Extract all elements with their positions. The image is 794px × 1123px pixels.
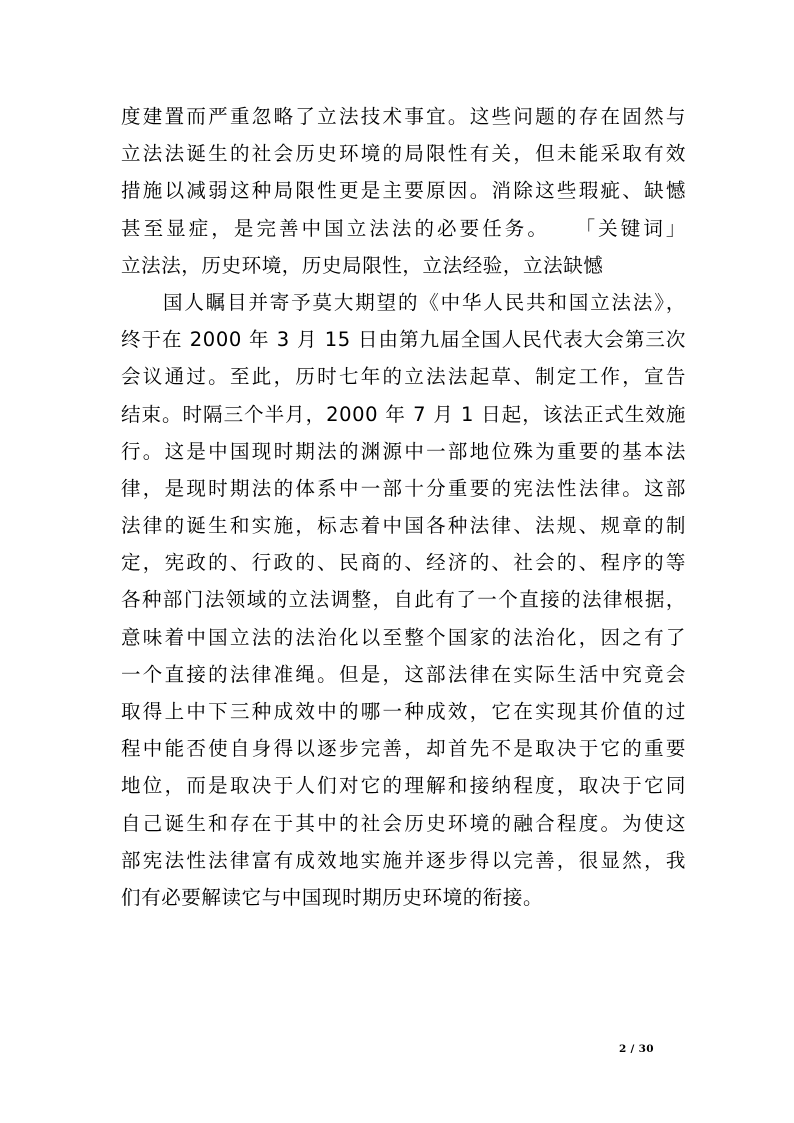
text-line: 一个直接的法律准绳。但是，这部法律在实际生活中究竟会 bbox=[121, 662, 686, 686]
text-line: 程中能否使自身得以逐步完善，却首先不是取决于它的重要 bbox=[121, 737, 686, 761]
text-line: 律，是现时期法的体系中一部十分重要的宪法性法律。这部 bbox=[121, 476, 686, 500]
text-line: 取得上中下三种成效中的哪一种成效，它在实现其价值的过 bbox=[121, 700, 686, 723]
text-line: 各种部门法领域的立法调整，自此有了一个直接的法律根据， bbox=[121, 588, 686, 612]
text-line: 意味着中国立法的法治化以至整个国家的法治化，因之有了 bbox=[121, 625, 686, 649]
text-line: 度建置而严重忽略了立法技术事宜。这些问题的存在固然与 bbox=[121, 105, 686, 128]
body-text bbox=[121, 98, 686, 916]
text-line: 定，宪政的、行政的、民商的、经济的、社会的、程序的等 bbox=[121, 551, 686, 575]
text-line: 措施以减弱这种局限性更是主要原因。消除这些瑕疵、缺憾 bbox=[121, 179, 686, 203]
page-number: 2 / 30 bbox=[619, 1043, 654, 1055]
paragraph-first-line: 国人瞩目并寄予莫大期望的《中华人民共和国立法法》， bbox=[163, 290, 686, 314]
text-line: 法律的诞生和实施，标志着中国各种法律、法规、规章的制 bbox=[121, 514, 686, 538]
text-line: 部宪法性法律富有成效地实施并逐步得以完善，很显然，我 bbox=[121, 848, 686, 872]
text-line: 甚至显症，是完善中国立法法的必要任务。 「关键词」 bbox=[121, 216, 686, 240]
text-line: 结束。时隔三个半月，2000 年 7 月 1 日起，该法正式生效施 bbox=[121, 402, 686, 426]
text-line: 终于在 2000 年 3 月 15 日由第九届全国人民代表大会第三次 bbox=[121, 328, 686, 352]
keywords-line: 立法法，历史环境，历史局限性，立法经验，立法缺憾 bbox=[121, 253, 604, 277]
paragraph-last-line: 们有必要解读它与中国现时期历史环境的衔接。 bbox=[121, 885, 544, 909]
text-line: 立法法诞生的社会历史环境的局限性有关，但未能采取有效 bbox=[121, 142, 686, 166]
text-line: 地位，而是取决于人们对它的理解和接纳程度，取决于它同 bbox=[121, 774, 686, 798]
text-line: 会议通过。至此，历时七年的立法法起草、制定工作，宣告 bbox=[121, 365, 686, 389]
text-line: 行。这是中国现时期法的渊源中一部地位殊为重要的基本法 bbox=[121, 439, 686, 463]
text-line: 自己诞生和存在于其中的社会历史环境的融合程度。为使这 bbox=[121, 811, 686, 835]
